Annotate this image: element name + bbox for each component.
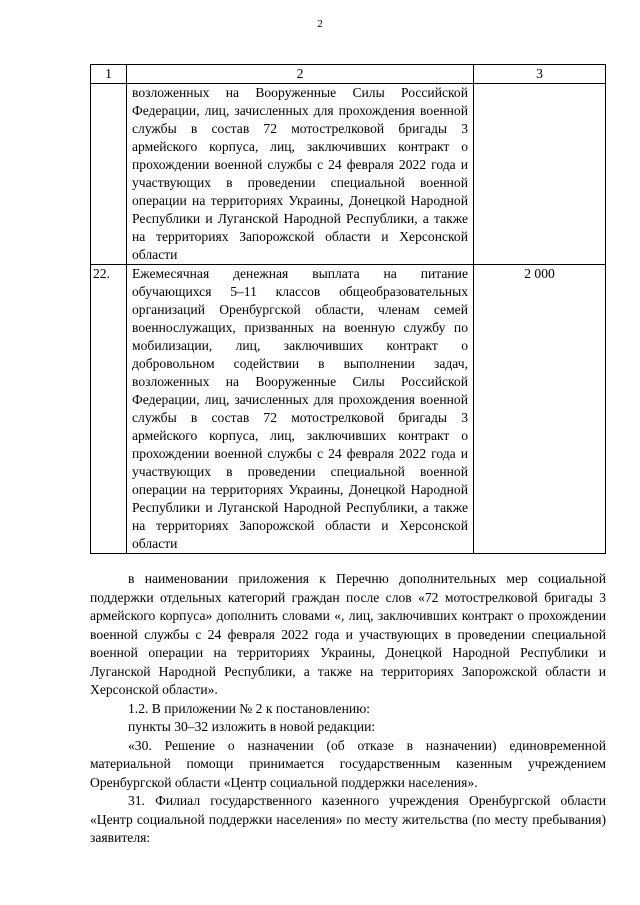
column-header: 3 bbox=[474, 65, 606, 84]
table-row bbox=[91, 265, 606, 554]
column-header: 1 bbox=[91, 65, 127, 84]
row-text-cell: Ежемесячная денежная выплата на питание обучающихся 5–11 классов общеобразовательных организаций Оренбургской области, членам семей военнослужащих, призванных на военную службу по мобилизации, лиц, заключивших контракт о добровольном содействии в выполнении задач, возложенных на Вооруженные Силы Российской Федерации, лиц, зачисленных для прохождения военной службы в состав 72 мотострелковой бригады 3 армейского корпуса, лиц, заключивших контракт о прохождении военной службы с 24 февраля 2022 года и участвующих в проведении специальной военной операции на территориях Украины, Донецкой Народной Республики и Луганской Народной Республики, а также на территориях Запорожской области и Херсонской области bbox=[127, 265, 474, 554]
row-value-cell bbox=[474, 84, 606, 265]
paragraph: в наименовании приложения к Перечню дополнительных мер социальной поддержки отдельных категорий граждан после слов «72 мотострелковой бригады 3 армейского корпуса» дополнить словами «, лиц, заключивших контракт о прохождении военной службы с 24 февраля 2022 года и участвующих в проведении специальной военной операции на территориях Украины, Донецкой Народной Республики и Луганской Народной Республики, а также на территориях Запорожской области и Херсонской области». bbox=[90, 571, 606, 697]
table-header-row bbox=[91, 65, 606, 84]
row-number-cell: 22. bbox=[91, 265, 127, 554]
benefits-table bbox=[90, 64, 606, 554]
body-text bbox=[90, 570, 606, 848]
row-value-cell: 2 000 bbox=[474, 265, 606, 554]
paragraph: «30. Решение о назначении (об отказе в назначении) единовременной материальной помощи принимается государственным казенным учреждением Оренбургской области «Центр социальной поддержки населения». bbox=[90, 737, 606, 790]
column-header: 2 bbox=[127, 65, 474, 84]
page-number: 2 bbox=[317, 18, 323, 30]
paragraph: 1.2. В приложении № 2 к постановлению: bbox=[128, 700, 371, 716]
paragraph: пункты 30–32 изложить в новой редакции: bbox=[128, 719, 376, 734]
paragraph: 31. Филиал государственного казенного учреждения Оренбургской области «Центр социальной поддержки населения» по месту жительства (по месту пребывания) заявителя: bbox=[90, 793, 606, 845]
table-row bbox=[91, 84, 606, 265]
row-number-cell bbox=[91, 84, 127, 265]
row-text-cell: возложенных на Вооруженные Силы Российской Федерации, лиц, зачисленных для прохождения военной службы в состав 72 мотострелковой бригады 3 армейского корпуса, лиц, заключивших контракт о прохождении военной службы с 24 февраля 2022 года и участвующих в проведении специальной военной операции на территориях Украины, Донецкой Народной Республики и Луганской Народной Республики, а также на территориях Запорожской области и Херсонской области bbox=[127, 84, 474, 265]
